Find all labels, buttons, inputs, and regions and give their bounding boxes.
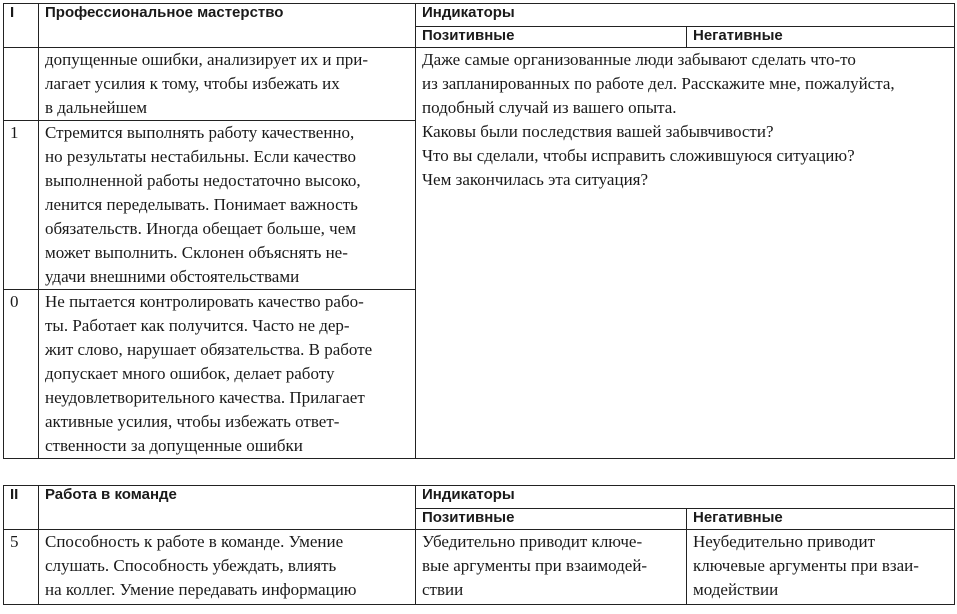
- section-title: Профессиональное мастерство: [39, 4, 416, 48]
- text-line: лагает усилия к тому, чтобы избежать их: [45, 74, 340, 93]
- text-line: Способность к работе в команде. Умение: [45, 532, 344, 551]
- text-line: подобный случай из вашего опыта.: [422, 98, 677, 117]
- text-line: активные усилия, чтобы избежать ответ-: [45, 412, 340, 431]
- text-line: слушать. Способность убеждать, влиять: [45, 556, 337, 575]
- text-line: Стремится выполнять работу качественно,: [45, 123, 355, 142]
- text-line: на коллег. Умение передавать информацию: [45, 580, 357, 599]
- section-title: Работа в команде: [39, 486, 416, 530]
- text-line: Даже самые организованные люди забывают сделать что-то: [422, 50, 856, 69]
- text-line: неудовлетворительного качества. Прилагает: [45, 388, 365, 407]
- text-line: Не пытается контролировать качество рабо-: [45, 292, 364, 311]
- score-cell: 5: [4, 530, 39, 605]
- header-row: [4, 486, 955, 509]
- text-line: Убедительно приводит ключе-: [422, 532, 643, 551]
- indicators-header: Индикаторы: [416, 486, 955, 509]
- score-cell: 1: [4, 121, 39, 290]
- section-number: II: [4, 486, 39, 530]
- text-line: ствии: [422, 580, 464, 599]
- text-line: вые аргументы при взаимодей-: [422, 556, 648, 575]
- text-line: в дальнейшем: [45, 98, 147, 117]
- text-line: Чем закончилась эта ситуация?: [422, 170, 649, 189]
- text-line: допускает много ошибок, делает работу: [45, 364, 335, 383]
- description-continuation: [39, 48, 416, 121]
- text-line: удачи внешними обстоятельствами: [45, 267, 300, 286]
- competency-table-professional: [3, 3, 955, 459]
- text-line: ленится переделывать. Понимает важность: [45, 195, 358, 214]
- description-cell: [39, 530, 416, 605]
- text-line: ключевые аргументы при взаи-: [693, 556, 919, 575]
- text-line: Неубедительно приводит: [693, 532, 876, 551]
- text-line: Каковы были последствия вашей забывчивости?: [422, 122, 774, 141]
- text-line: Что вы сделали, чтобы исправить сложившуюся ситуацию?: [422, 146, 855, 165]
- header-row: [4, 4, 955, 27]
- text-line: обязательств. Иногда обещает больше, чем: [45, 219, 357, 238]
- interview-questions: [416, 48, 955, 459]
- score-cell: 0: [4, 290, 39, 459]
- text-line: может выполнить. Склонен объяснять не-: [45, 243, 348, 262]
- text-line: допущенные ошибки, анализирует их и при-: [45, 50, 369, 69]
- indicators-header: Индикаторы: [416, 4, 955, 27]
- negative-header: Негативные: [687, 27, 955, 48]
- positive-indicator-cell: [416, 530, 687, 605]
- section-number: I: [4, 4, 39, 48]
- positive-header: Позитивные: [416, 509, 687, 530]
- text-line: выполненной работы недостаточно высоко,: [45, 171, 361, 190]
- competency-table-teamwork: [3, 485, 955, 605]
- text-line: из запланированных по работе дел. Расскажите мне, пожалуйста,: [422, 74, 895, 93]
- text-line: ты. Работает как получится. Часто не дер-: [45, 316, 350, 335]
- negative-header: Негативные: [687, 509, 955, 530]
- description-cell: [39, 121, 416, 290]
- text-line: жит слово, нарушает обязательства. В работе: [45, 340, 373, 359]
- positive-header: Позитивные: [416, 27, 687, 48]
- text-line: но результаты нестабильны. Если качество: [45, 147, 356, 166]
- score-cell-empty: [4, 48, 39, 121]
- description-cell: [39, 290, 416, 459]
- text-line: модействии: [693, 580, 779, 599]
- table-row: [4, 48, 955, 121]
- text-line: ственности за допущенные ошибки: [45, 436, 303, 455]
- negative-indicator-cell: [687, 530, 955, 605]
- table-row: [4, 530, 955, 605]
